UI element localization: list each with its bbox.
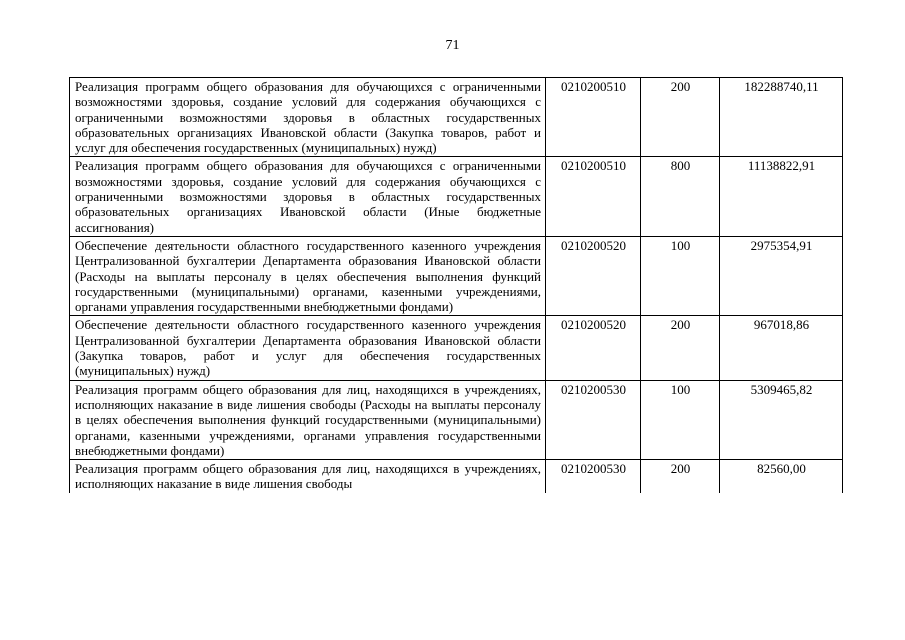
row-amount: 2975354,91 (720, 236, 843, 315)
table-row (70, 157, 843, 236)
budget-table (69, 77, 843, 493)
row-description: Реализация программ общего образования для обучающихся с ограниченными возможностями здоровья, создание условий для содержания обучающихся с ограниченными возможностями здоровья в областных государственных образовательных организациях Ивановской области (Иные бюджетные ассигнования) (70, 157, 546, 236)
row-expense-type: 100 (641, 380, 720, 459)
row-target-code: 0210200520 (546, 316, 641, 380)
row-amount: 82560,00 (720, 460, 843, 493)
table-row (70, 460, 843, 493)
row-target-code: 0210200510 (546, 78, 641, 157)
table-row (70, 78, 843, 157)
row-expense-type: 200 (641, 316, 720, 380)
row-amount: 11138822,91 (720, 157, 843, 236)
row-target-code: 0210200530 (546, 460, 641, 493)
row-description: Обеспечение деятельности областного государственного казенного учреждения Централизованной бухгалтерии Департамента образования Ивановской области (Расходы на выплаты персоналу в целях обеспечения выполнения функций государственными (муниципальными) органами, казенными учреждениями, органами управления государственными внебюджетными фондами) (70, 236, 546, 315)
row-amount: 5309465,82 (720, 380, 843, 459)
row-description: Обеспечение деятельности областного государственного казенного учреждения Централизованной бухгалтерии Департамента образования Ивановской области (Закупка товаров, работ и услуг для обеспечения государственных (муниципальных) нужд) (70, 316, 546, 380)
table-row (70, 380, 843, 459)
row-amount: 967018,86 (720, 316, 843, 380)
row-expense-type: 100 (641, 236, 720, 315)
row-description: Реализация программ общего образования для обучающихся с ограниченными возможностями здоровья, создание условий для содержания обучающихся с ограниченными возможностями здоровья в областных государственных образовательных организациях Ивановской области (Закупка товаров, работ и услуг для обеспечения государственных (муниципальных) нужд) (70, 78, 546, 157)
page-number: 71 (445, 38, 460, 53)
row-expense-type: 200 (641, 460, 720, 493)
row-description: Реализация программ общего образования для лиц, находящихся в учреждениях, исполняющих наказание в виде лишения свободы (75, 461, 541, 492)
table-row (70, 316, 843, 380)
row-target-code: 0210200520 (546, 236, 641, 315)
row-target-code: 0210200510 (546, 157, 641, 236)
table-row (70, 236, 843, 315)
row-amount: 182288740,11 (720, 78, 843, 157)
row-expense-type: 200 (641, 78, 720, 157)
row-target-code: 0210200530 (546, 380, 641, 459)
row-expense-type: 800 (641, 157, 720, 236)
row-description: Реализация программ общего образования для лиц, находящихся в учреждениях, исполняющих наказание в виде лишения свободы (Расходы на выплаты персоналу в целях обеспечения выполнения функций государственными (муниципальными) органами, казенными учреждениями, органами управления государственными внебюджетными фондами) (70, 380, 546, 459)
